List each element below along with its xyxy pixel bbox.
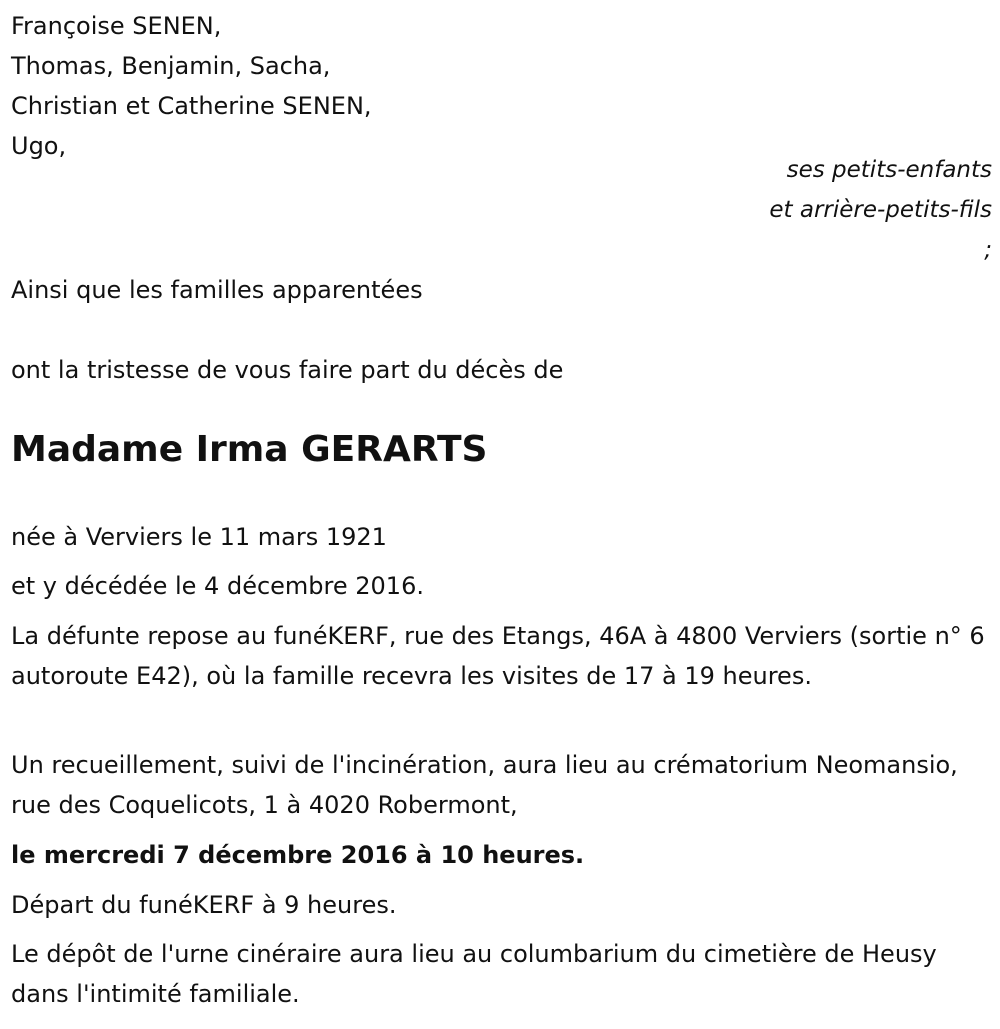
relation-separator: ;	[984, 237, 992, 263]
family-name-2: Thomas, Benjamin, Sacha,	[11, 52, 331, 80]
death-info: et y décédée le 4 décembre 2016.	[11, 572, 424, 600]
deceased-name: Madame Irma GERARTS	[11, 429, 488, 470]
family-name-4: Ugo,	[11, 132, 67, 160]
relation-grandchildren: ses petits-enfants	[786, 157, 992, 183]
ceremony-date: le mercredi 7 décembre 2016 à 10 heures.	[11, 841, 585, 869]
urn-info: Le dépôt de l'urne cinéraire aura lieu au columbarium du cimetière de Heusy dans l'intimité familiale.	[11, 940, 937, 1008]
ceremony-info: Un recueillement, suivi de l'incinération, aura lieu au crématorium Neomansio, rue des Coquelicots, 1 à 4020 Robermont,	[11, 751, 958, 819]
announcement-text: ont la tristesse de vous faire part du décès de	[11, 356, 564, 384]
departure-info: Départ du funéKERF à 9 heures.	[11, 891, 397, 919]
resting-place-info: La défunte repose au funéKERF, rue des Etangs, 46A à 4800 Verviers (sortie n° 6 autoroute E42), où la famille recevra les visites de 17 à 19 heures.	[11, 622, 985, 690]
extended-family: Ainsi que les familles apparentées	[11, 276, 423, 304]
relation-great-grandchildren: et arrière-petits-fils	[769, 197, 992, 223]
family-name-3: Christian et Catherine SENEN,	[11, 92, 372, 120]
family-name-1: Françoise SENEN,	[11, 12, 222, 40]
birth-info: née à Verviers le 11 mars 1921	[11, 523, 387, 551]
